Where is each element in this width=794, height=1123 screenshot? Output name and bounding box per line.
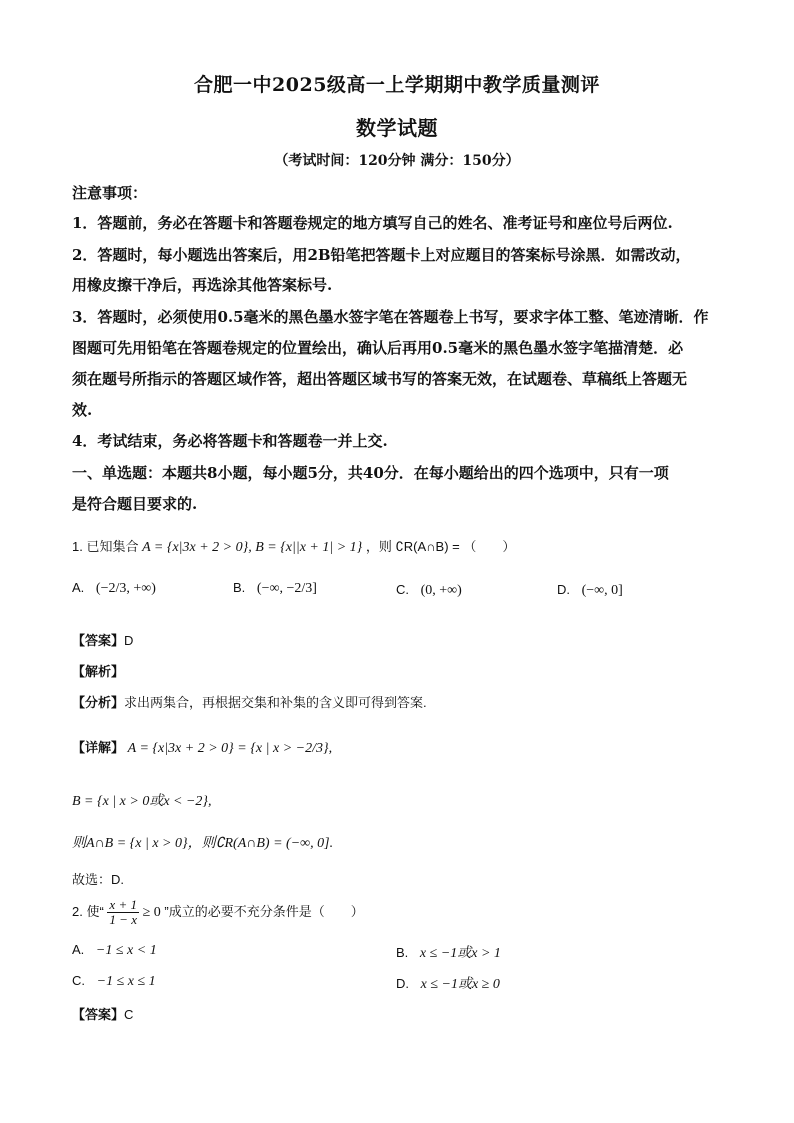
q1-option-c-value: (0, +∞) [420,583,462,598]
q2-answer-value: C [124,1007,134,1022]
q1-detail-line-3 [72,832,333,852]
q2-option-b-label: B. [396,945,409,960]
question-2-condition: ≥ 0 [142,904,161,920]
q2-answer-label: 【答案】 [72,1007,125,1022]
q1-answer [72,630,133,649]
q2-option-a-value: −1 ≤ x < 1 [95,943,157,958]
note-item-2-line-1: 2．答题时，每小题选出答案后，用2B铅笔把答题卡上对应题目的答案标号涂黑．如需改动， [72,246,691,264]
q1-detail-label: 【详解】 [72,740,125,755]
q1-detail-set-a: A = {x|3x + 2 > 0} = [127,741,247,756]
exam-title: 合肥一中2025级高一上学期期中教学质量测评 [194,74,600,96]
exam-info: （考试时间：120分钟 满分：150分） [274,153,520,169]
question-2-fraction-denominator: 1 − x [109,912,137,927]
question-2-fraction [107,898,139,927]
q1-detail-set-a-result: {x | x > −2/3}, [250,741,333,756]
q2-option-b [396,942,501,962]
q1-detail-line-2 [72,790,212,810]
q2-option-c-value: −1 ≤ x ≤ 1 [96,974,156,989]
q1-detail-line-1 [72,737,332,757]
question-2-suffix: ”成立的必要不充分条件是（ ） [164,903,364,919]
q1-fenxi-text: 求出两集合，再根据交集和补集的含义即可得到答案. [124,695,427,710]
question-2-stem [72,898,364,927]
note-item-1: 1．答题前，务必在答题卡和答题卷规定的地方填写自己的姓名、准考证号和座位号后两位. [72,214,673,232]
note-item-3-line-4: 效. [72,401,93,419]
section-1-heading-line-2: 是符合题目要求的. [72,495,198,513]
question-1-stem [72,536,515,556]
q2-answer [72,1004,133,1023]
q1-answer-value: D [124,633,134,648]
q1-option-a-label: A. [72,580,85,595]
question-1-prefix: 1. 已知集合 [72,539,139,554]
q2-option-c [72,973,156,990]
q1-answer-label: 【答案】 [72,633,125,648]
q2-option-a [72,942,157,959]
q2-option-a-label: A. [72,942,85,957]
q1-detail-intersection: 则A∩B = {x | x > 0}，则∁R(A∩B) = (−∞, 0]. [72,836,334,851]
q1-option-b-label: B. [233,580,246,595]
question-1-suffix: ，则 ∁R(A∩B) = （ ） [365,539,516,554]
q1-analysis-label: 【解析】 [72,664,125,679]
notes-heading: 注意事项： [72,184,148,202]
q1-option-d [557,582,623,599]
note-item-4: 4．考试结束，务必将答题卡和答题卷一并上交. [72,432,388,450]
q2-option-c-label: C. [72,973,85,988]
q1-option-b-value: (−∞, −2/3] [256,581,317,596]
q1-detail-set-b: B = {x | x > 0或x < −2}, [72,794,212,809]
q1-fenxi [72,692,427,711]
question-2-fraction-numerator: x + 1 [109,897,137,912]
q1-option-c-label: C. [396,582,409,597]
q2-option-d-label: D. [396,976,409,991]
q1-option-b [233,580,317,597]
q1-option-a-value: (−2/3, +∞) [95,581,156,596]
note-item-3-line-2: 图题可先用铅笔在答题卷规定的位置绘出，确认后再用0.5毫米的黑色墨水签字笔描清楚．必 [72,339,684,357]
note-item-2-line-2: 用橡皮擦干净后，再选涂其他答案标号. [72,276,333,294]
note-item-3-line-3: 须在题号所指示的答题区域作答，超出答题区域书写的答案无效，在试题卷、草稿纸上答题无 [72,370,688,388]
q1-conclusion: 故选：D. [72,872,125,887]
q2-option-d-value: x ≤ −1或x ≥ 0 [420,977,500,992]
question-2-prefix: 2. 使“ [72,903,104,919]
section-1-heading-line-1: 一、单选题：本题共8小题，每小题5分，共40分．在每小题给出的四个选项中，只有一项 [72,464,669,482]
q1-option-d-value: (−∞, 0] [581,583,623,598]
q1-option-c [396,582,462,599]
q2-option-d [396,973,500,993]
note-item-3-line-1: 3．答题时，必须使用0.5毫米的黑色墨水签字笔在答题卷上书写，要求字体工整、笔迹清晰．作 [72,308,709,326]
question-1-sets: A = {x|3x + 2 > 0}, B = {x||x + 1| > 1} [142,540,363,555]
exam-subject: 数学试题 [356,116,438,140]
q2-option-b-value: x ≤ −1或x > 1 [419,946,501,961]
q1-fenxi-label: 【分析】 [72,695,125,710]
q1-option-d-label: D. [557,582,570,597]
q1-analysis-heading [72,661,124,680]
q1-option-a [72,580,156,597]
